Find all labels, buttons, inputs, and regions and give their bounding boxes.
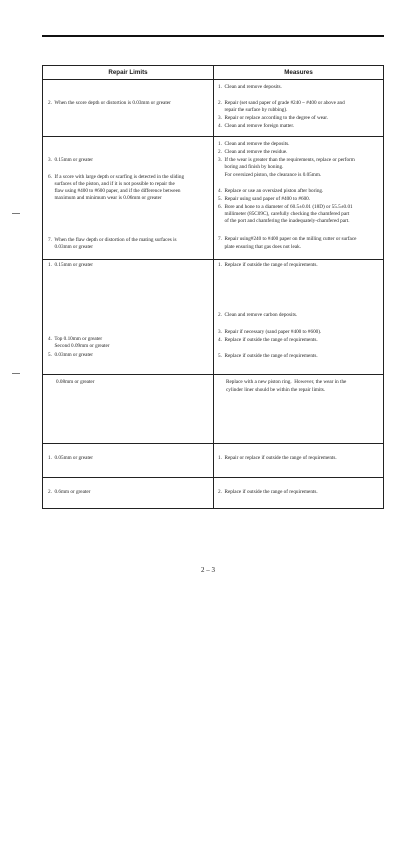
measure-text: boring and finish by honing.	[218, 164, 284, 170]
limit-text: 0.03mm or greater	[48, 244, 93, 250]
row-divider	[43, 79, 383, 80]
row-divider	[43, 374, 383, 375]
measure-text: 1. Replace if outside the range of requirements.	[218, 262, 318, 268]
row-divider	[43, 136, 383, 137]
row-divider	[43, 477, 383, 478]
measure-text: of the port and chamfering the inadequately-chamfered part.	[218, 218, 350, 224]
measure-text: 3. Repair if necessary (sand paper #400 to #600).	[218, 329, 322, 335]
measure-text: 3. Repair or replace according to the degree of wear.	[218, 115, 329, 121]
limit-text: 1. 0.05mm or greater	[48, 455, 93, 461]
measure-text: 4. Clean and remove foreign matter.	[218, 123, 295, 129]
limit-text: 5. 0.03mm or greater	[48, 352, 93, 358]
measure-text: 1. Clean and remove deposits.	[218, 84, 282, 90]
margin-mark	[12, 213, 20, 214]
margin-mark	[12, 373, 20, 374]
limit-text: 2. When the score depth or distortion is 0.03mm or greater	[48, 100, 171, 106]
measure-text: 5. Repair using sand paper of #400 to #600.	[218, 196, 311, 202]
measure-text: 1. Repair or replace if outside the range of requirements.	[218, 455, 337, 461]
row-divider	[43, 443, 383, 444]
measure-text: 3. If the wear is greater than the requirements, replace or perform	[218, 157, 355, 163]
limit-text: flaw using #400 to #600 paper, and if the difference between	[48, 188, 181, 194]
limit-text: surfaces of the piston, and if it is not possible to repair the	[48, 181, 175, 187]
limit-text: 7. When the flaw depth or distortion of the mating surfaces is	[48, 237, 177, 243]
header-repair-limits: Repair Limits	[108, 69, 148, 76]
limit-text: 1. 0.15mm or greater	[48, 262, 93, 268]
limit-text: 6. If a score with large depth or scarfing is detected in the sliding	[48, 174, 185, 180]
page-number: 2 – 3	[201, 566, 215, 574]
measure-text: 5. Replace if outside the range of requirements.	[218, 353, 318, 359]
limit-text: 3. 0.15mm or greater	[48, 157, 93, 163]
measure-text: plate ensuring that gas does not leak.	[218, 244, 301, 250]
column-divider	[213, 66, 214, 508]
measure-text: 4. Replace if outside the range of requirements.	[218, 337, 318, 343]
measure-text: millimeter (85C09C), carefully checking the chamfered part	[218, 211, 350, 217]
limit-text: maximum and minimum wear is 0.06mm or greater	[48, 195, 162, 201]
row-divider	[43, 259, 383, 260]
limit-text: Second 0.09mm or greater	[48, 343, 110, 349]
top-rule	[42, 35, 384, 37]
measure-text: 6. Bore and hone to a diameter of 60.5±0.01 (18D) or 55.5±0.01	[218, 204, 353, 210]
measure-text: 2. Clean and remove carbon deposits.	[218, 312, 298, 318]
header-measures: Measures	[284, 69, 313, 76]
measure-text: 2. Replace if outside the range of requirements.	[218, 489, 318, 495]
measure-text: 1. Clean and remove the deposits.	[218, 141, 290, 147]
limit-text: 0.08mm or greater	[56, 379, 95, 385]
measure-text: 7. Repair using#240 to #400 paper on the milling cutter or surface	[218, 236, 357, 242]
measure-text: repair the surface by rubbing).	[218, 107, 288, 113]
limit-text: 4. Top 0.10mm or greater	[48, 336, 103, 342]
measure-text: 2. Repair (set sand paper of grade #240 ~ #400 or above and	[218, 100, 345, 106]
measure-text: 2. Clean and remove the residue.	[218, 149, 288, 155]
limit-text: 2. 0.6mm or greater	[48, 489, 91, 495]
measure-text: 4. Replace or use an oversized piston after boring.	[218, 188, 324, 194]
repair-table	[42, 65, 384, 509]
measure-text: cylinder liner should be within the repair limits.	[226, 387, 326, 393]
measure-text: For oversized piston, the clearance is 0.05mm.	[218, 172, 322, 178]
measure-text: Replace with a new piston ring. However, the wear in the	[226, 379, 347, 385]
